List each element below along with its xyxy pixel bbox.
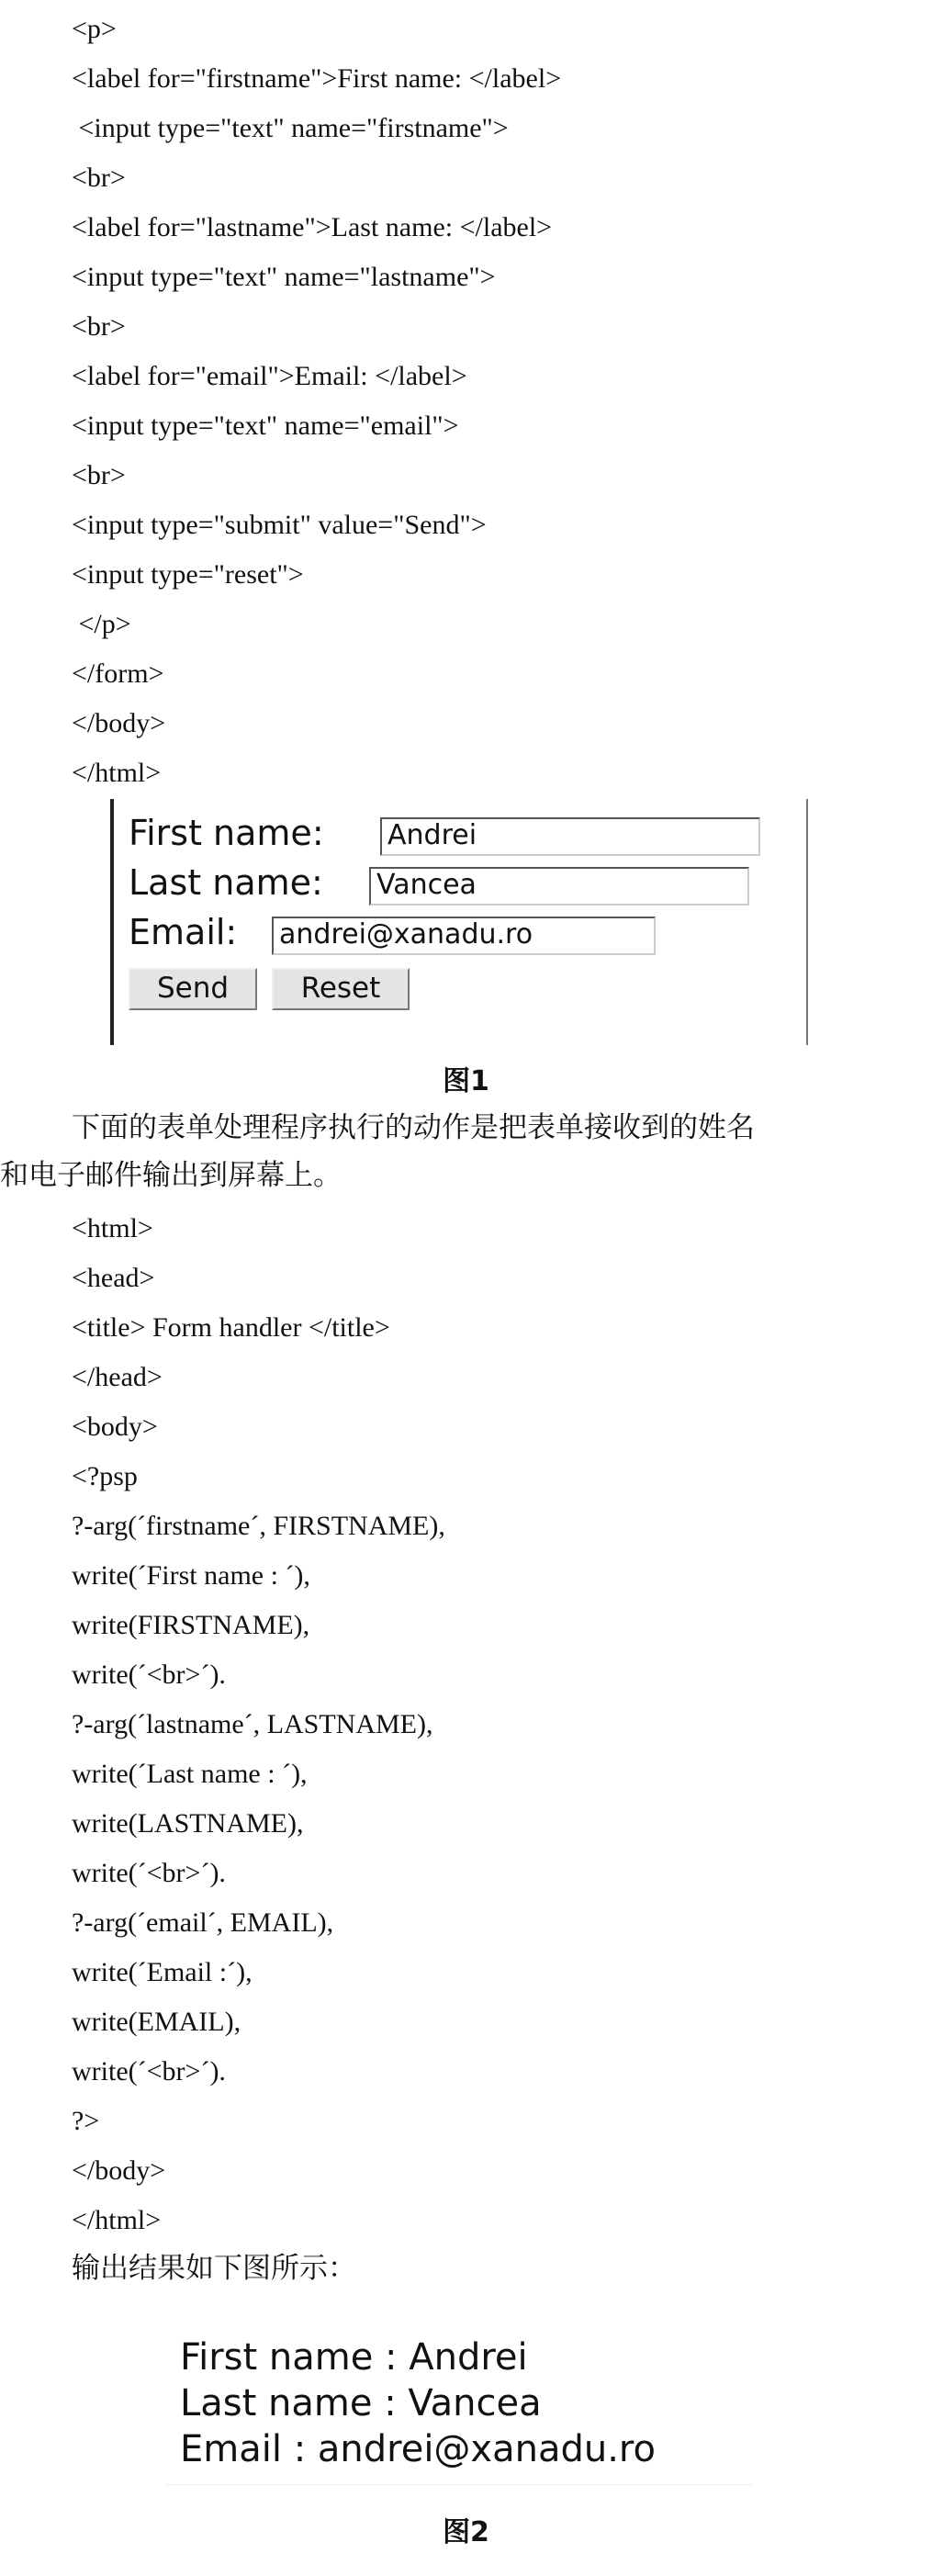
- figure-1-form-render: [110, 799, 808, 1045]
- code-line: ?-arg(´lastname´, LASTNAME),: [72, 1709, 433, 1739]
- result-intro: 输出结果如下图所示：: [72, 2252, 356, 2285]
- code-line: write(´<br>´).: [72, 1659, 226, 1690]
- code-line: <input type="text" name="lastname">: [72, 262, 496, 292]
- code-line: ?-arg(´email´, EMAIL),: [72, 1907, 334, 1938]
- code-line: <br>: [72, 460, 126, 490]
- code-line: write(´Email :´),: [72, 1957, 253, 1987]
- code-line: ?>: [72, 2106, 100, 2136]
- code-line: </form>: [72, 658, 164, 689]
- code-line: write(´Last name : ´),: [72, 1759, 308, 1789]
- code-line: <?psp: [72, 1461, 138, 1491]
- code-line: write(EMAIL),: [72, 2007, 241, 2037]
- last-name-input[interactable]: Vancea: [369, 867, 749, 906]
- code-line: <input type="reset">: [72, 559, 304, 590]
- output-last-name: Last name : Vancea: [180, 2382, 542, 2424]
- paragraph-line-1: 下面的表单处理程序执行的动作是把表单接收到的姓名: [72, 1111, 755, 1144]
- code-line: <label for="email">Email: </label>: [72, 361, 467, 391]
- code-line: <br>: [72, 163, 126, 193]
- code-line: <label for="lastname">Last name: </label>: [72, 212, 553, 242]
- first-name-input[interactable]: Andrei: [380, 817, 760, 856]
- code-line: </body>: [72, 2155, 166, 2186]
- first-name-label: First name:: [129, 813, 324, 853]
- last-name-label: Last name:: [129, 862, 323, 903]
- code-line: <head>: [72, 1263, 155, 1293]
- output-first-name: First name : Andrei: [180, 2336, 528, 2379]
- form-row-email: [129, 911, 790, 957]
- form-row-first-name: [129, 812, 790, 858]
- form-row-buttons: [129, 968, 790, 1014]
- reset-button[interactable]: Reset: [272, 968, 410, 1010]
- figure-2-caption: 图2: [443, 2516, 489, 2548]
- code-line: <title> Form handler </title>: [72, 1312, 390, 1343]
- code-line: </html>: [72, 2205, 162, 2235]
- code-line: write(´<br>´).: [72, 1858, 226, 1888]
- email-input[interactable]: andrei@xanadu.ro: [272, 917, 656, 955]
- code-line: <label for="firstname">First name: </label>: [72, 63, 562, 94]
- code-line: </p>: [72, 609, 131, 639]
- code-line: </head>: [72, 1362, 163, 1392]
- paragraph-line-2: 和电子邮件输出到屏幕上。: [0, 1159, 342, 1192]
- code-line: <input type="text" name="email">: [72, 411, 459, 441]
- code-line: <br>: [72, 311, 126, 342]
- code-line: </body>: [72, 708, 166, 738]
- figure-2-output-render: [165, 2328, 753, 2485]
- output-email: Email : andrei@xanadu.ro: [180, 2428, 656, 2470]
- email-label: Email:: [129, 912, 238, 952]
- code-line: write(´First name : ´),: [72, 1560, 310, 1591]
- send-button[interactable]: Send: [129, 968, 257, 1010]
- code-line: <body>: [72, 1412, 158, 1442]
- code-line: </html>: [72, 758, 162, 788]
- code-line: write(´<br>´).: [72, 2056, 226, 2087]
- code-line: ?-arg(´firstname´, FIRSTNAME),: [72, 1511, 445, 1541]
- code-line: write(LASTNAME),: [72, 1808, 304, 1839]
- form-row-last-name: [129, 861, 790, 907]
- code-line: <p>: [72, 14, 117, 44]
- code-line: <input type="text" name="firstname">: [72, 113, 509, 143]
- code-line: <input type="submit" value="Send">: [72, 510, 487, 540]
- figure-1-caption: 图1: [443, 1065, 489, 1097]
- code-line: <html>: [72, 1213, 153, 1243]
- code-line: write(FIRSTNAME),: [72, 1610, 310, 1640]
